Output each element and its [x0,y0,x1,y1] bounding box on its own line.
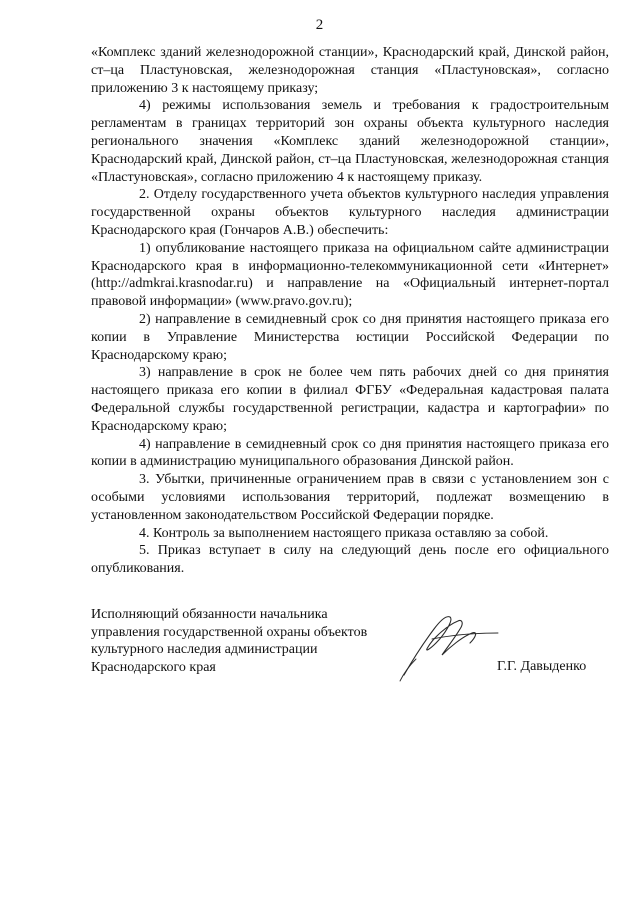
paragraph-9: 4. Контроль за выполнением настоящего приказа оставляю за собой. [139,525,549,541]
paragraph-7: 4) направление в семидневный срок со дня принятия настоящего приказа его копии в администрацию муниципального образования Динской район. [91,436,609,470]
position-line-2: управления государственной охраны объектов [91,624,368,640]
position-line-4: Краснодарского края [91,659,216,675]
document-body [91,44,609,578]
paragraph-8: 3. Убытки, причиненные ограничением прав в связи с установлением зон с особыми условиями использования территорий, подлежат возмещению в установленном законодательством Российской Федерации порядке. [91,472,609,523]
page-number: 2 [315,17,324,33]
paragraph-1: «Комплекс зданий железнодорожной станции», Краснодарский край, Динской район, ст–ца Пластуновская, железнодорожная станция «Пластуновская», согласно приложению 3 к настоящему приказу; [91,45,609,96]
signatory-position [91,606,411,676]
position-line-3: культурного наследия администрации [91,642,318,658]
handwritten-signature [392,603,502,683]
signatory-name: Г.Г. Давыденко [497,659,587,674]
paragraph-3: 2. Отделу государственного учета объектов культурного наследия управления государственной охраны объектов культурного наследия администрации Краснодарского края (Гончаров А.В.) обеспечить: [91,187,609,238]
paragraph-10: 5. Приказ вступает в силу на следующий день после его официального опубликования. [91,543,609,577]
paragraph-5: 2) направление в семидневный срок со дня принятия настоящего приказа его копии в Управление Министерства юстиции Российской Федерации по Краснодарскому краю; [91,311,609,363]
paragraph-2: 4) режимы использования земель и требования к градостроительным регламентам в границах территорий зон охраны объекта культурного наследия регионального значения «Комплекс зданий железнодорожной станции», Краснодарский край, Динской район, ст–ца Пластуновская, железнодорожная станция «Пластуновская», согласно приложению 4 к настоящему приказу. [91,98,609,185]
paragraph-4: 1) опубликование настоящего приказа на официальном сайте администрации Краснодарского края в информационно-телекоммуникационной сети «Интернет» (http://admkrai.krasnodar.ru) и направление на «Официальный интернет-портал правовой информации» (www.pravo.gov.ru); [91,240,609,310]
position-line-1: Исполняющий обязанности начальника [91,607,328,622]
paragraph-6: 3) направление в срок не более чем пять рабочих дней со дня принятия настоящего приказа его копии в филиал ФГБУ «Федеральная кадастровая палата Федеральной службы государственной регистрации, кадастра и картографии» по Краснодарскому краю; [91,365,609,434]
